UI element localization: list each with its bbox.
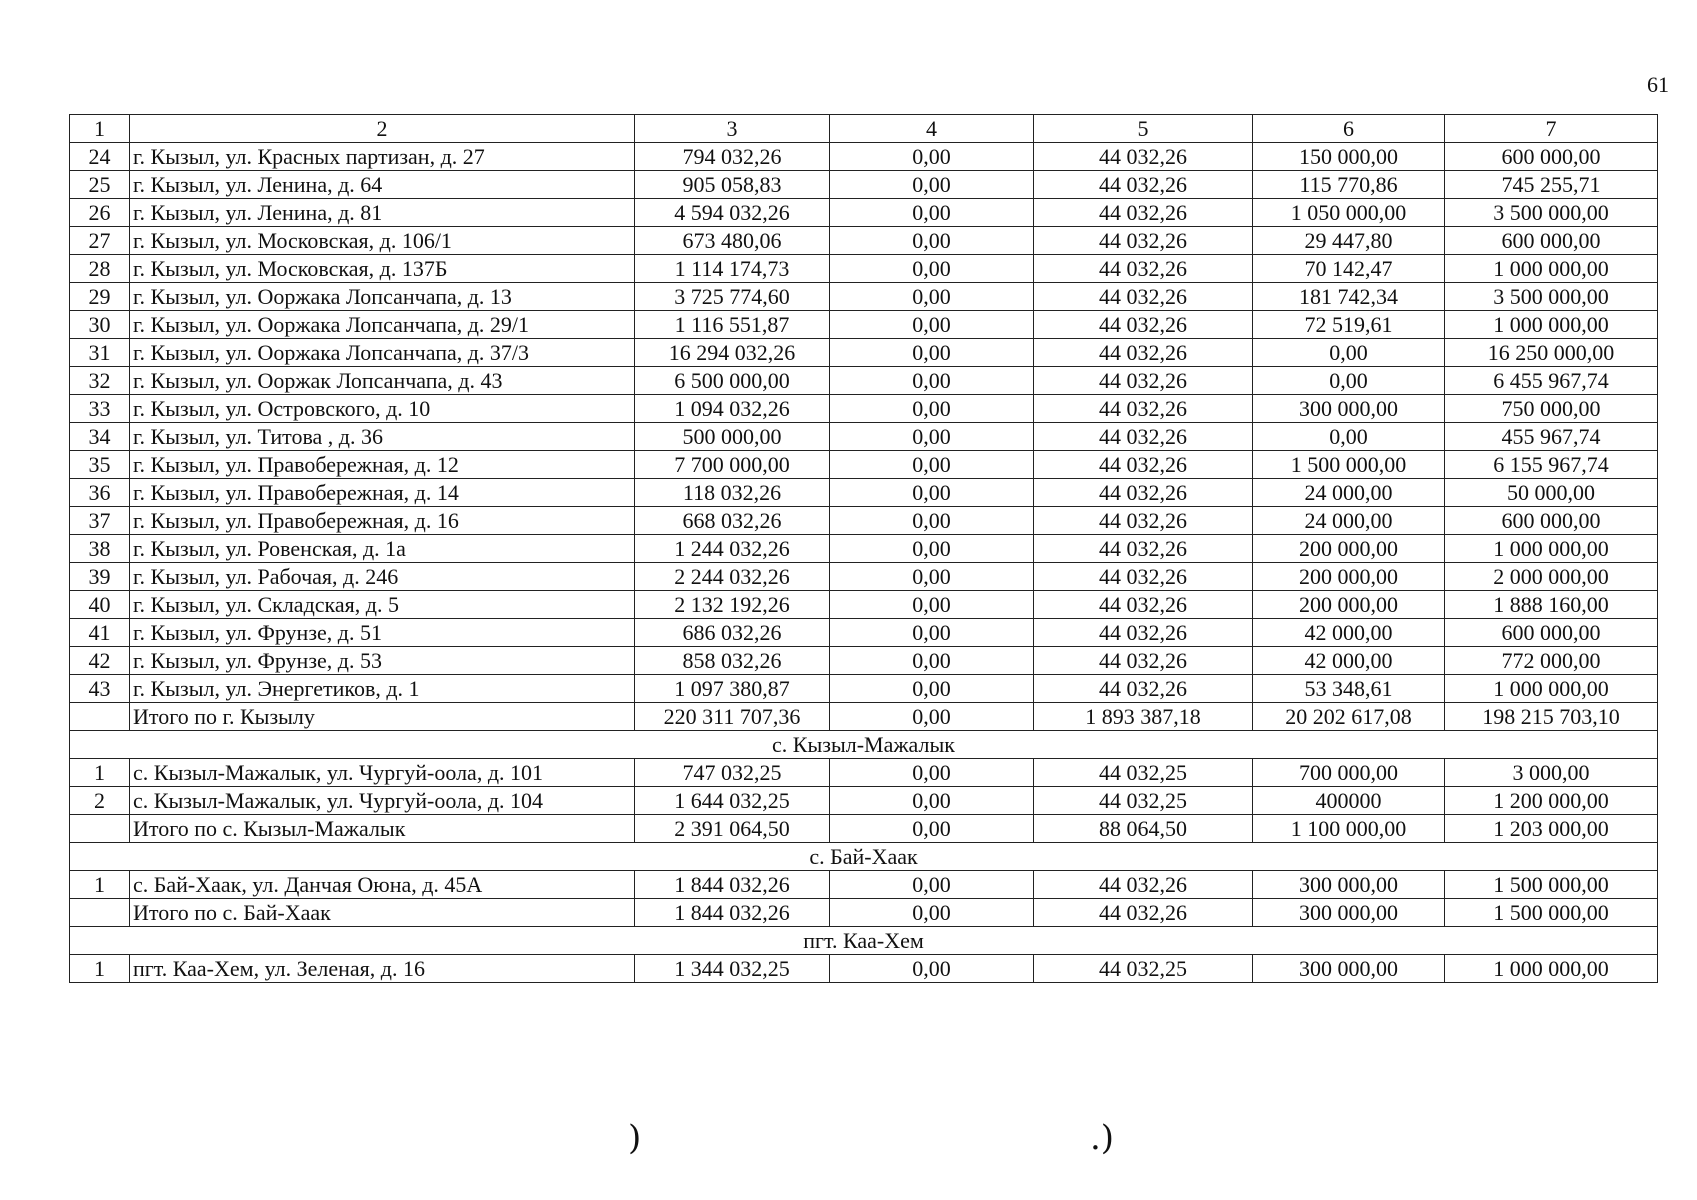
value-col-6: 200 000,00 <box>1253 563 1445 591</box>
section-row <box>70 927 1658 955</box>
value-col-4: 0,00 <box>830 955 1034 983</box>
address-cell: г. Кызыл, ул. Московская, д. 137Б <box>130 255 635 283</box>
table-row <box>70 787 1658 815</box>
value-col-3: 118 032,26 <box>635 479 830 507</box>
header-cell: 5 <box>1034 115 1253 143</box>
value-col-7: 1 000 000,00 <box>1445 955 1658 983</box>
value-col-3: 1 644 032,25 <box>635 787 830 815</box>
address-cell: г. Кызыл, ул. Фрунзе, д. 51 <box>130 619 635 647</box>
header-cell: 1 <box>70 115 130 143</box>
value-col-5: 44 032,25 <box>1034 787 1253 815</box>
value-col-5: 44 032,26 <box>1034 591 1253 619</box>
value-col-5: 44 032,26 <box>1034 423 1253 451</box>
value-col-7: 3 500 000,00 <box>1445 283 1658 311</box>
value-col-5: 44 032,26 <box>1034 507 1253 535</box>
address-cell: г. Кызыл, ул. Ооржака Лопсанчапа, д. 29/1 <box>130 311 635 339</box>
value-col-4: 0,00 <box>830 787 1034 815</box>
header-cell: 6 <box>1253 115 1445 143</box>
value-col-7: 6 155 967,74 <box>1445 451 1658 479</box>
address-cell: г. Кызыл, ул. Титова , д. 36 <box>130 423 635 451</box>
value-col-4: 0,00 <box>830 367 1034 395</box>
value-col-6: 115 770,86 <box>1253 171 1445 199</box>
value-col-6: 150 000,00 <box>1253 143 1445 171</box>
table-row <box>70 899 1658 927</box>
value-col-7: 600 000,00 <box>1445 143 1658 171</box>
row-number: 33 <box>70 395 130 423</box>
value-col-6: 29 447,80 <box>1253 227 1445 255</box>
value-col-6: 42 000,00 <box>1253 619 1445 647</box>
table-row <box>70 171 1658 199</box>
value-col-6: 0,00 <box>1253 367 1445 395</box>
row-number: 24 <box>70 143 130 171</box>
row-number: 1 <box>70 759 130 787</box>
row-number: 35 <box>70 451 130 479</box>
value-col-3: 2 391 064,50 <box>635 815 830 843</box>
value-col-4: 0,00 <box>830 395 1034 423</box>
value-col-3: 2 132 192,26 <box>635 591 830 619</box>
value-col-7: 1 000 000,00 <box>1445 675 1658 703</box>
value-col-4: 0,00 <box>830 339 1034 367</box>
value-col-5: 44 032,26 <box>1034 395 1253 423</box>
table-row <box>70 339 1658 367</box>
value-col-6: 200 000,00 <box>1253 591 1445 619</box>
scan-mark: ) <box>628 1118 642 1158</box>
value-col-6: 400000 <box>1253 787 1445 815</box>
address-cell: г. Кызыл, ул. Ооржака Лопсанчапа, д. 13 <box>130 283 635 311</box>
row-number <box>70 703 130 731</box>
row-number: 37 <box>70 507 130 535</box>
section-row <box>70 731 1658 759</box>
value-col-4: 0,00 <box>830 675 1034 703</box>
header-cell: 2 <box>130 115 635 143</box>
table-row <box>70 143 1658 171</box>
value-col-7: 16 250 000,00 <box>1445 339 1658 367</box>
value-col-5: 88 064,50 <box>1034 815 1253 843</box>
value-col-5: 44 032,26 <box>1034 227 1253 255</box>
value-col-6: 20 202 617,08 <box>1253 703 1445 731</box>
scan-mark: .) <box>1090 1118 1115 1158</box>
address-cell: г. Кызыл, ул. Фрунзе, д. 53 <box>130 647 635 675</box>
table-row <box>70 647 1658 675</box>
value-col-3: 6 500 000,00 <box>635 367 830 395</box>
value-col-6: 1 500 000,00 <box>1253 451 1445 479</box>
row-number: 25 <box>70 171 130 199</box>
address-cell: г. Кызыл, ул. Красных партизан, д. 27 <box>130 143 635 171</box>
table-row <box>70 675 1658 703</box>
value-col-3: 1 114 174,73 <box>635 255 830 283</box>
row-number: 43 <box>70 675 130 703</box>
table-row <box>70 227 1658 255</box>
value-col-6: 700 000,00 <box>1253 759 1445 787</box>
table-row <box>70 255 1658 283</box>
value-col-7: 1 000 000,00 <box>1445 311 1658 339</box>
value-col-4: 0,00 <box>830 143 1034 171</box>
table-row <box>70 283 1658 311</box>
row-number: 39 <box>70 563 130 591</box>
value-col-4: 0,00 <box>830 283 1034 311</box>
value-col-7: 1 203 000,00 <box>1445 815 1658 843</box>
value-col-6: 53 348,61 <box>1253 675 1445 703</box>
value-col-6: 300 000,00 <box>1253 395 1445 423</box>
section-title: с. Кызыл-Мажалык <box>70 731 1658 759</box>
value-col-4: 0,00 <box>830 647 1034 675</box>
address-cell: г. Кызыл, ул. Правобережная, д. 12 <box>130 451 635 479</box>
value-col-7: 745 255,71 <box>1445 171 1658 199</box>
value-col-5: 44 032,26 <box>1034 675 1253 703</box>
page-number: 61 <box>1647 72 1669 97</box>
value-col-6: 0,00 <box>1253 423 1445 451</box>
value-col-6: 42 000,00 <box>1253 647 1445 675</box>
value-col-4: 0,00 <box>830 171 1034 199</box>
value-col-5: 44 032,26 <box>1034 647 1253 675</box>
row-number: 34 <box>70 423 130 451</box>
value-col-6: 300 000,00 <box>1253 871 1445 899</box>
value-col-4: 0,00 <box>830 507 1034 535</box>
row-number: 1 <box>70 955 130 983</box>
value-col-3: 747 032,25 <box>635 759 830 787</box>
value-col-3: 794 032,26 <box>635 143 830 171</box>
value-col-4: 0,00 <box>830 479 1034 507</box>
row-number: 32 <box>70 367 130 395</box>
section-row <box>70 843 1658 871</box>
value-col-6: 0,00 <box>1253 339 1445 367</box>
row-number: 28 <box>70 255 130 283</box>
value-col-3: 858 032,26 <box>635 647 830 675</box>
table-row <box>70 423 1658 451</box>
table-row <box>70 395 1658 423</box>
value-col-3: 3 725 774,60 <box>635 283 830 311</box>
section-title: пгт. Каа-Хем <box>70 927 1658 955</box>
value-col-4: 0,00 <box>830 871 1034 899</box>
value-col-5: 44 032,26 <box>1034 367 1253 395</box>
table-row <box>70 563 1658 591</box>
value-col-4: 0,00 <box>830 255 1034 283</box>
value-col-5: 44 032,25 <box>1034 955 1253 983</box>
row-number <box>70 815 130 843</box>
value-col-3: 16 294 032,26 <box>635 339 830 367</box>
value-col-5: 44 032,26 <box>1034 619 1253 647</box>
value-col-3: 7 700 000,00 <box>635 451 830 479</box>
section-title: с. Бай-Хаак <box>70 843 1658 871</box>
address-cell: г. Кызыл, ул. Правобережная, д. 14 <box>130 479 635 507</box>
value-col-7: 3 500 000,00 <box>1445 199 1658 227</box>
value-col-7: 50 000,00 <box>1445 479 1658 507</box>
table-row <box>70 367 1658 395</box>
row-number: 2 <box>70 787 130 815</box>
address-cell: Итого по с. Бай-Хаак <box>130 899 635 927</box>
value-col-6: 24 000,00 <box>1253 507 1445 535</box>
value-col-7: 1 500 000,00 <box>1445 871 1658 899</box>
value-col-7: 1 888 160,00 <box>1445 591 1658 619</box>
value-col-7: 600 000,00 <box>1445 227 1658 255</box>
header-cell: 3 <box>635 115 830 143</box>
value-col-6: 70 142,47 <box>1253 255 1445 283</box>
address-cell: г. Кызыл, ул. Ленина, д. 64 <box>130 171 635 199</box>
value-col-5: 44 032,26 <box>1034 451 1253 479</box>
row-number: 26 <box>70 199 130 227</box>
value-col-4: 0,00 <box>830 423 1034 451</box>
data-table <box>69 114 1658 983</box>
value-col-7: 1 500 000,00 <box>1445 899 1658 927</box>
value-col-5: 44 032,26 <box>1034 199 1253 227</box>
value-col-7: 750 000,00 <box>1445 395 1658 423</box>
address-cell: с. Бай-Хаак, ул. Данчая Оюна, д. 45А <box>130 871 635 899</box>
value-col-3: 686 032,26 <box>635 619 830 647</box>
address-cell: г. Кызыл, ул. Ооржака Лопсанчапа, д. 37/3 <box>130 339 635 367</box>
table-row <box>70 479 1658 507</box>
value-col-6: 300 000,00 <box>1253 899 1445 927</box>
value-col-7: 3 000,00 <box>1445 759 1658 787</box>
value-col-5: 44 032,26 <box>1034 311 1253 339</box>
value-col-5: 44 032,26 <box>1034 143 1253 171</box>
value-col-7: 455 967,74 <box>1445 423 1658 451</box>
header-cell: 7 <box>1445 115 1658 143</box>
address-cell: г. Кызыл, ул. Московская, д. 106/1 <box>130 227 635 255</box>
address-cell: г. Кызыл, ул. Складская, д. 5 <box>130 591 635 619</box>
row-number: 41 <box>70 619 130 647</box>
table-row <box>70 955 1658 983</box>
value-col-4: 0,00 <box>830 227 1034 255</box>
address-cell: пгт. Каа-Хем, ул. Зеленая, д. 16 <box>130 955 635 983</box>
row-number: 29 <box>70 283 130 311</box>
value-col-4: 0,00 <box>830 619 1034 647</box>
address-cell: г. Кызыл, ул. Ленина, д. 81 <box>130 199 635 227</box>
value-col-3: 2 244 032,26 <box>635 563 830 591</box>
value-col-3: 1 097 380,87 <box>635 675 830 703</box>
value-col-7: 198 215 703,10 <box>1445 703 1658 731</box>
row-number: 31 <box>70 339 130 367</box>
value-col-5: 44 032,26 <box>1034 899 1253 927</box>
value-col-7: 1 200 000,00 <box>1445 787 1658 815</box>
value-col-4: 0,00 <box>830 591 1034 619</box>
value-col-4: 0,00 <box>830 199 1034 227</box>
value-col-6: 200 000,00 <box>1253 535 1445 563</box>
row-number: 36 <box>70 479 130 507</box>
value-col-3: 1 844 032,26 <box>635 871 830 899</box>
value-col-7: 2 000 000,00 <box>1445 563 1658 591</box>
value-col-5: 1 893 387,18 <box>1034 703 1253 731</box>
address-cell: с. Кызыл-Мажалык, ул. Чургуй-оола, д. 104 <box>130 787 635 815</box>
value-col-6: 1 100 000,00 <box>1253 815 1445 843</box>
address-cell: г. Кызыл, ул. Ооржак Лопсанчапа, д. 43 <box>130 367 635 395</box>
value-col-3: 1 116 551,87 <box>635 311 830 339</box>
row-number: 30 <box>70 311 130 339</box>
value-col-3: 500 000,00 <box>635 423 830 451</box>
value-col-6: 300 000,00 <box>1253 955 1445 983</box>
value-col-7: 600 000,00 <box>1445 507 1658 535</box>
value-col-6: 72 519,61 <box>1253 311 1445 339</box>
table-row <box>70 535 1658 563</box>
value-col-6: 1 050 000,00 <box>1253 199 1445 227</box>
table-row <box>70 311 1658 339</box>
table-row <box>70 871 1658 899</box>
address-cell: г. Кызыл, ул. Островского, д. 10 <box>130 395 635 423</box>
header-row <box>70 115 1658 143</box>
table-row <box>70 703 1658 731</box>
value-col-5: 44 032,26 <box>1034 283 1253 311</box>
value-col-7: 772 000,00 <box>1445 647 1658 675</box>
value-col-3: 4 594 032,26 <box>635 199 830 227</box>
value-col-7: 6 455 967,74 <box>1445 367 1658 395</box>
value-col-4: 0,00 <box>830 535 1034 563</box>
value-col-5: 44 032,26 <box>1034 255 1253 283</box>
value-col-4: 0,00 <box>830 703 1034 731</box>
value-col-3: 905 058,83 <box>635 171 830 199</box>
value-col-5: 44 032,26 <box>1034 479 1253 507</box>
table-row <box>70 815 1658 843</box>
value-col-4: 0,00 <box>830 451 1034 479</box>
value-col-5: 44 032,25 <box>1034 759 1253 787</box>
value-col-4: 0,00 <box>830 815 1034 843</box>
value-col-4: 0,00 <box>830 759 1034 787</box>
address-cell: г. Кызыл, ул. Ровенская, д. 1а <box>130 535 635 563</box>
value-col-3: 220 311 707,36 <box>635 703 830 731</box>
value-col-5: 44 032,26 <box>1034 535 1253 563</box>
value-col-3: 1 844 032,26 <box>635 899 830 927</box>
row-number: 27 <box>70 227 130 255</box>
table-row <box>70 619 1658 647</box>
value-col-4: 0,00 <box>830 899 1034 927</box>
row-number: 40 <box>70 591 130 619</box>
value-col-3: 1 244 032,26 <box>635 535 830 563</box>
row-number: 1 <box>70 871 130 899</box>
value-col-3: 1 344 032,25 <box>635 955 830 983</box>
table-row <box>70 591 1658 619</box>
value-col-6: 24 000,00 <box>1253 479 1445 507</box>
value-col-3: 1 094 032,26 <box>635 395 830 423</box>
address-cell: Итого по с. Кызыл-Мажалык <box>130 815 635 843</box>
value-col-6: 181 742,34 <box>1253 283 1445 311</box>
address-cell: с. Кызыл-Мажалык, ул. Чургуй-оола, д. 101 <box>130 759 635 787</box>
value-col-7: 1 000 000,00 <box>1445 535 1658 563</box>
address-cell: Итого по г. Кызылу <box>130 703 635 731</box>
value-col-7: 1 000 000,00 <box>1445 255 1658 283</box>
address-cell: г. Кызыл, ул. Рабочая, д. 246 <box>130 563 635 591</box>
value-col-5: 44 032,26 <box>1034 871 1253 899</box>
row-number: 38 <box>70 535 130 563</box>
address-cell: г. Кызыл, ул. Энергетиков, д. 1 <box>130 675 635 703</box>
row-number: 42 <box>70 647 130 675</box>
table-row <box>70 199 1658 227</box>
value-col-3: 673 480,06 <box>635 227 830 255</box>
table-row <box>70 759 1658 787</box>
table-row <box>70 451 1658 479</box>
value-col-4: 0,00 <box>830 563 1034 591</box>
value-col-4: 0,00 <box>830 311 1034 339</box>
table-row <box>70 507 1658 535</box>
row-number <box>70 899 130 927</box>
value-col-5: 44 032,26 <box>1034 171 1253 199</box>
value-col-3: 668 032,26 <box>635 507 830 535</box>
value-col-5: 44 032,26 <box>1034 563 1253 591</box>
value-col-7: 600 000,00 <box>1445 619 1658 647</box>
value-col-5: 44 032,26 <box>1034 339 1253 367</box>
header-cell: 4 <box>830 115 1034 143</box>
address-cell: г. Кызыл, ул. Правобережная, д. 16 <box>130 507 635 535</box>
